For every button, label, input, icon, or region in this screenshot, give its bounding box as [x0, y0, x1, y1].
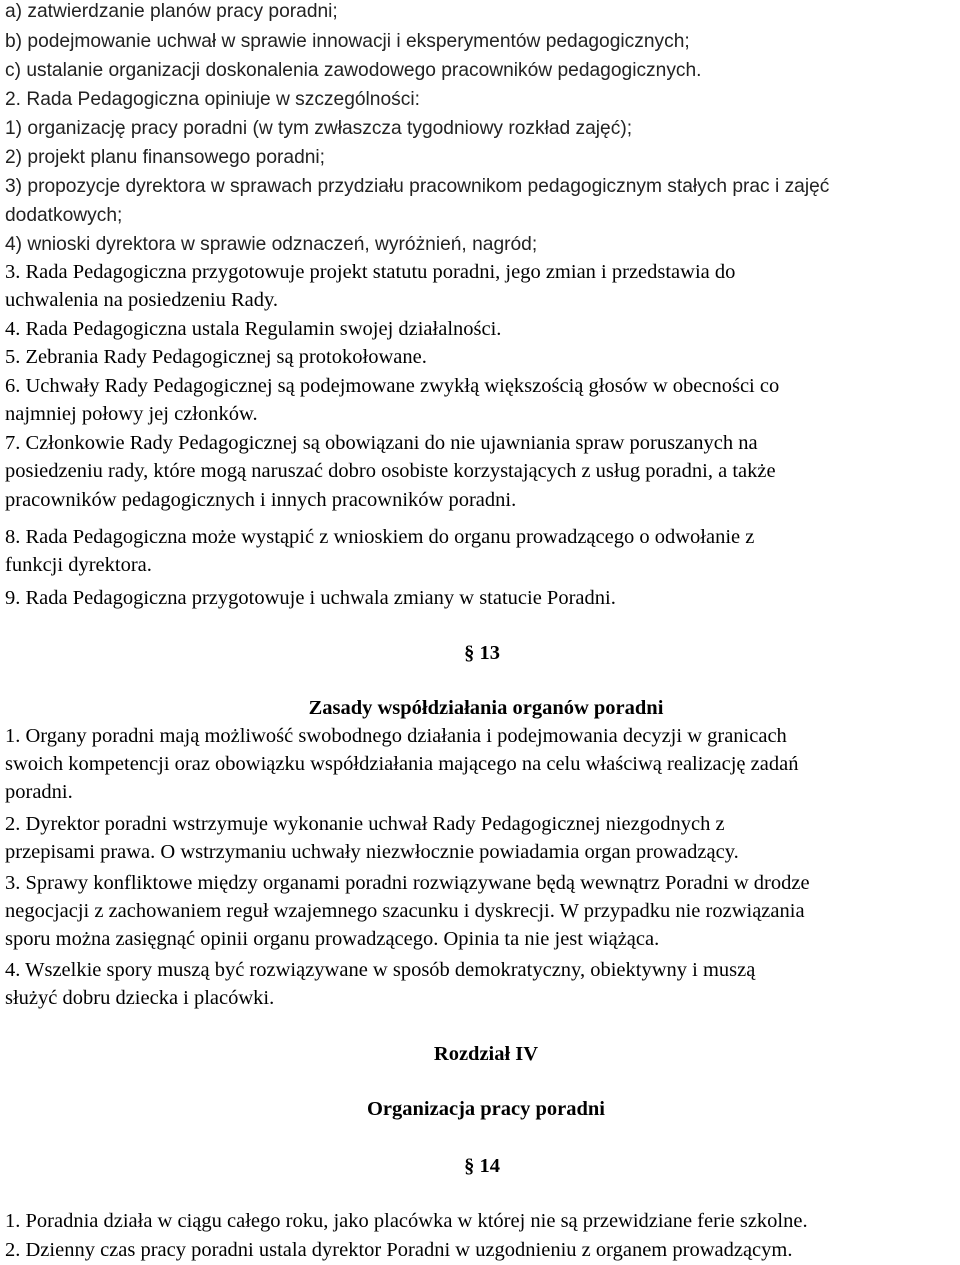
text-line: swoich kompetencji oraz obowiązku współdziałania mającego na celu właściwą realizację zadań: [5, 753, 799, 775]
text-line: 9. Rada Pedagogiczna przygotowuje i uchwala zmiany w statucie Poradni.: [5, 587, 616, 609]
chapter-title: Organizacja pracy poradni: [366, 1098, 605, 1120]
text-line: 4) wnioski dyrektora w sprawie odznaczeń, wyróżnień, nagród;: [5, 234, 538, 255]
text-line: 2) projekt planu finansowego poradni;: [5, 147, 326, 168]
text-line: poradni.: [5, 781, 73, 803]
text-line: b) podejmowanie uchwał w sprawie innowacji i eksperymentów pedagogicznych;: [5, 31, 690, 52]
text-line: funkcji dyrektora.: [5, 554, 152, 576]
text-line: c) ustalanie organizacji doskonalenia zawodowego pracowników pedagogicznych.: [5, 60, 702, 81]
text-line: 4. Rada Pedagogiczna ustala Regulamin swojej działalności.: [5, 318, 502, 340]
section-mark-14: § 14: [464, 1155, 500, 1177]
text-line: 5. Zebrania Rady Pedagogicznej są protokołowane.: [5, 346, 427, 368]
text-line: służyć dobru dziecka i placówki.: [5, 987, 275, 1009]
text-line: dodatkowych;: [5, 205, 123, 226]
text-line: posiedzeniu rady, które mogą naruszać dobro osobiste korzystających z usług poradni, a także: [5, 460, 776, 482]
text-line: negocjacji z zachowaniem reguł wzajemnego szacunku i dyskrecji. W przypadku nie rozwiązania: [5, 900, 805, 922]
text-line: 3. Sprawy konfliktowe między organami poradni rozwiązywane będą wewnątrz Poradni w drodze: [5, 872, 810, 894]
text-line: 3. Rada Pedagogiczna przygotowuje projekt statutu poradni, jego zmian i przedstawia do: [5, 261, 736, 283]
text-line: pracowników pedagogicznych i innych pracowników poradni.: [5, 489, 517, 511]
text-line: a) zatwierdzanie planów pracy poradni;: [5, 1, 338, 22]
text-line: 4. Wszelkie spory muszą być rozwiązywane w sposób demokratyczny, obiektywny i muszą: [5, 959, 756, 981]
section-mark-13: § 13: [464, 642, 500, 664]
text-line: 7. Członkowie Rady Pedagogicznej są obowiązani do nie ujawniania spraw poruszanych na: [5, 432, 758, 454]
text-line: najmniej połowy jej członków.: [5, 403, 258, 425]
text-line: 1) organizację pracy poradni (w tym zwłaszcza tygodniowy rozkład zajęć);: [5, 118, 633, 139]
text-line: 6. Uchwały Rady Pedagogicznej są podejmowane zwykłą większością głosów w obecności co: [5, 375, 780, 397]
text-line: 3) propozycje dyrektora w sprawach przydziału pracownikom pedagogicznym stałych prac i zajęć: [5, 176, 830, 197]
chapter-number: Rozdział IV: [433, 1043, 539, 1065]
text-line: 8. Rada Pedagogiczna może wystąpić z wnioskiem do organu prowadzącego o odwołanie z: [5, 526, 755, 548]
text-line: przepisami prawa. O wstrzymaniu uchwały niezwłocznie powiadamia organ prowadzący.: [5, 841, 739, 863]
text-line: sporu można zasięgnąć opinii organu prowadzącego. Opinia ta nie jest wiążąca.: [5, 928, 660, 950]
text-line: uchwalenia na posiedzeniu Rady.: [5, 289, 279, 311]
section-title: Zasady współdziałania organów poradni: [308, 697, 664, 719]
text-line: 1. Poradnia działa w ciągu całego roku, jako placówka w której nie są przewidziane ferie szkolne.: [5, 1210, 808, 1232]
text-line: 2. Rada Pedagogiczna opiniuje w szczególności:: [5, 89, 420, 110]
text-line: 2. Dzienny czas pracy poradni ustala dyrektor Poradni w uzgodnieniu z organem prowadzącym.: [5, 1239, 793, 1261]
text-line: 2. Dyrektor poradni wstrzymuje wykonanie uchwał Rady Pedagogicznej niezgodnych z: [5, 813, 725, 835]
text-line: 1. Organy poradni mają możliwość swobodnego działania i podejmowania decyzji w granicach: [5, 725, 787, 747]
